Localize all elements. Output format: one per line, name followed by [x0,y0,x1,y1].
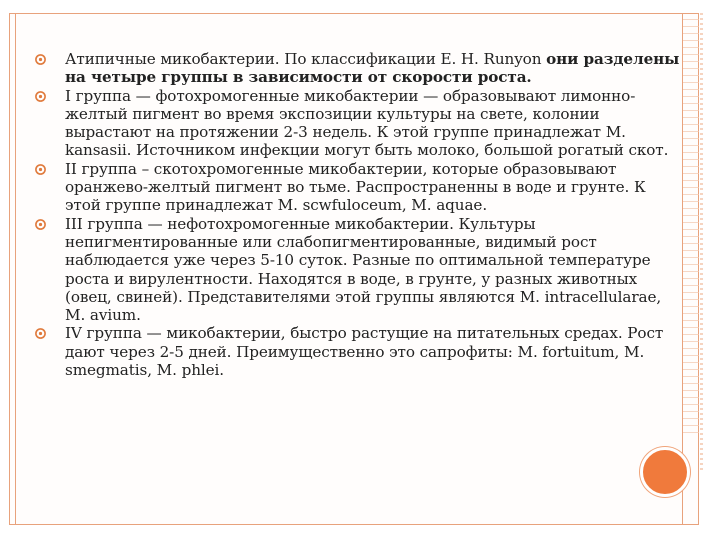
bullet-ring-icon [34,163,47,176]
decorative-circle [640,447,690,497]
decorative-stripes [683,13,699,433]
bullet-item [34,160,684,215]
bullet-ring-icon [34,327,47,340]
bullet-ring-icon [34,90,47,103]
decorative-dots [700,13,703,473]
item-strong-text: они разделены на четыре группы в зависимости от скорости роста. [65,50,680,87]
bullet-item [34,324,684,379]
item-text: Атипичные микобактерии. По классификации Е. Н. Runyon [65,50,542,68]
bullet-ring-icon [34,53,47,66]
bullet-item [34,215,684,325]
left-border-rule [15,13,16,525]
item-text: II группа – скотохромогенные микобактерии, которые образовывают оранжево-желтый пигмент во тьме. Распространенны в воде и грунте. К этой группе принадлежат M. scwfuloceum, M. aquae. [65,159,646,215]
bullet-list [34,50,684,379]
item-text: I группа — фотохромогенные микобактерии — образовывают лимонно-желтый пигмент во время экспозиции культуры на свете, колонии вырастают на протяжении 2-3 недель. К этой группе принадлежат M. kansasii. Источником инфекции могут быть молоко, большой рогатый скот. [65,86,669,160]
bullet-item [34,50,684,87]
bullet-ring-icon [34,218,47,231]
item-text: III группа — нефотохромогенные микобактерии. Культуры непигментированные или слабопигментированные, видимый рост наблюдается уже через 5-10 суток. Разные по оптимальной температуре роста и вирулентности. Находятся в воде, в грунте, у разных животных (овец, свиней). Представителями этой группы являются M. intracellularae, M. avium. [65,214,662,325]
item-text: IV группа — микобактерии, быстро растущие на питательных средах. Рост дают через 2-5 дней. Преимущественно это сапрофиты: M. fortuitum, M. smegmatis, M. phlei. [65,324,664,380]
bullet-item [34,87,684,160]
